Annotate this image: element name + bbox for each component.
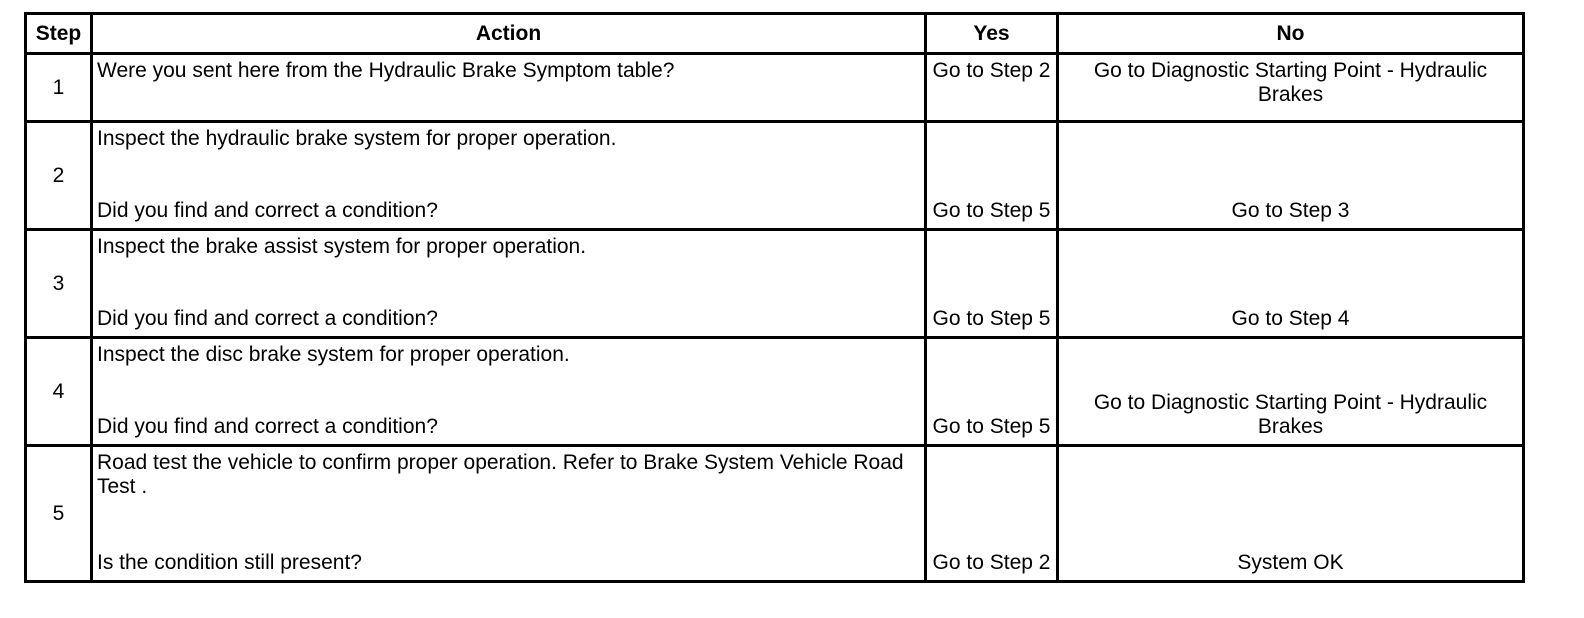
yes-result: Go to Step 2 [932, 59, 1051, 82]
table-row [26, 230, 1524, 338]
no-cell [1058, 122, 1524, 230]
yes-cell [926, 230, 1058, 338]
action-question: Did you find and correct a condition? [97, 199, 438, 222]
no-cell [1058, 230, 1524, 338]
yes-result: Go to Step 2 [932, 551, 1051, 574]
action-cell [92, 122, 926, 230]
no-result: Go to Step 3 [1231, 199, 1350, 222]
no-result: Go to Diagnostic Starting Point - Hydraulic Brakes [1093, 391, 1488, 438]
step-number: 2 [26, 122, 92, 230]
step-number: 3 [26, 230, 92, 338]
no-cell [1058, 54, 1524, 122]
table-row [26, 446, 1524, 582]
table-row [26, 338, 1524, 446]
table-row [26, 54, 1524, 122]
yes-result: Go to Step 5 [932, 307, 1051, 330]
action-cell [92, 338, 926, 446]
action-cell [92, 446, 926, 582]
no-result: System OK [1237, 551, 1344, 574]
action-question: Is the condition still present? [97, 551, 362, 574]
yes-result: Go to Step 5 [932, 415, 1051, 438]
action-text: Inspect the disc brake system for proper operation. [97, 343, 570, 366]
header-row [26, 14, 1524, 54]
action-question: Did you find and correct a condition? [97, 415, 438, 438]
header-action: Action [92, 14, 926, 54]
header-step: Step [26, 14, 92, 54]
step-number: 5 [26, 446, 92, 582]
yes-cell [926, 54, 1058, 122]
action-question: Did you find and correct a condition? [97, 307, 438, 330]
yes-cell [926, 446, 1058, 582]
table-row [26, 122, 1524, 230]
header-yes: Yes [926, 14, 1058, 54]
step-number: 4 [26, 338, 92, 446]
yes-cell [926, 338, 1058, 446]
step-number: 1 [26, 54, 92, 122]
action-text: Were you sent here from the Hydraulic Brake Symptom table? [97, 59, 675, 82]
action-cell [92, 230, 926, 338]
diagnostic-table [24, 12, 1525, 583]
no-cell [1058, 446, 1524, 582]
action-cell [92, 54, 926, 122]
no-cell [1058, 338, 1524, 446]
yes-result: Go to Step 5 [932, 199, 1051, 222]
action-text: Inspect the hydraulic brake system for proper operation. [97, 127, 617, 150]
header-no: No [1058, 14, 1524, 54]
no-result: Go to Step 4 [1231, 307, 1350, 330]
no-result: Go to Diagnostic Starting Point - Hydraulic Brakes [1093, 59, 1488, 106]
yes-cell [926, 122, 1058, 230]
action-text: Inspect the brake assist system for proper operation. [97, 235, 587, 258]
action-text: Road test the vehicle to confirm proper operation. Refer to Brake System Vehicle Road Test . [97, 451, 904, 498]
